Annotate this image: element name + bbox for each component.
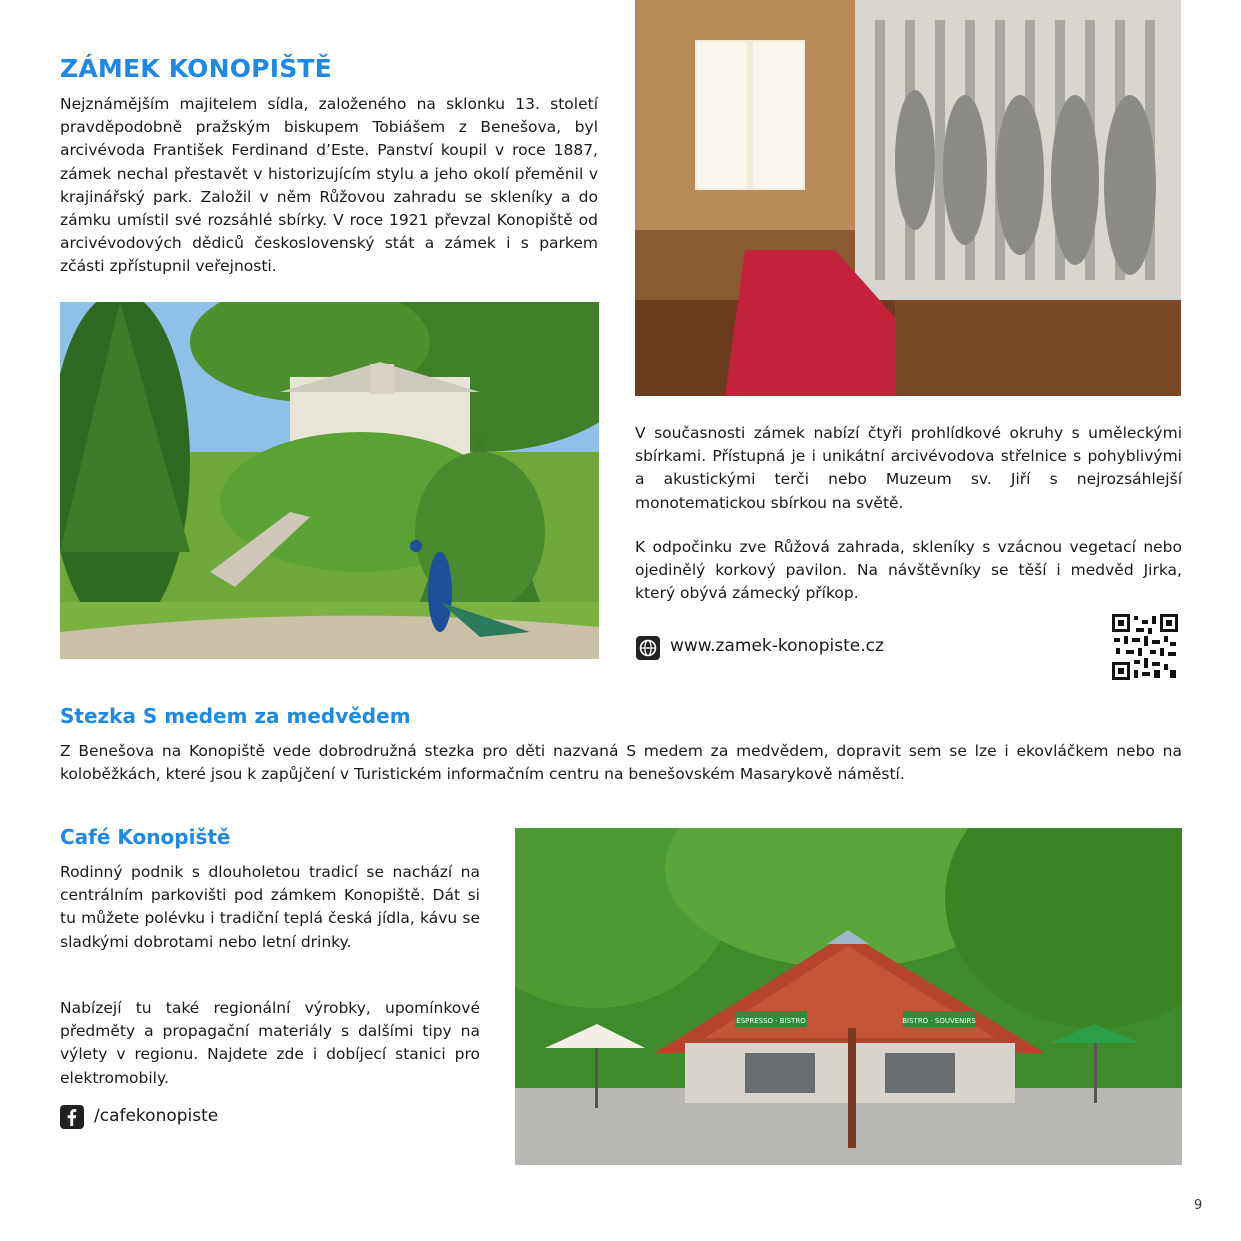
cafe-text-1: Rodinný podnik s dlouholetou tradicí se nachází na centrálním parkovišti pod zámkem Konopiště. Dát si tu můžete polévku i tradiční teplá česká jídla, kávu se sladkými dobrotami nebo letní drinky.: [60, 863, 480, 951]
facebook-icon: [60, 1105, 84, 1129]
castle-website-link[interactable]: www.zamek-konopiste.cz: [670, 636, 884, 656]
castle-intro-text: Nejznámějším majitelem sídla, založeného na sklonku 13. století pravděpodobně pražským biskupem Tobiášem z Benešova, byl arcivévoda František Ferdinand d’Este. Panství koupil v roce 1887, zámek nechal přestavět v historizujícím stylu a jeho okolí přeměnil v krajinářský park. Založil v něm Růžovou zahradu se skleníky a do zámku umístil své rozsáhlé sbírky. V roce 1921 převzal Konopiště od arcivévodových dědiců československý stát a zámek i s parkem zčásti zpřístupnil veřejnosti.: [60, 95, 598, 276]
armory-hall-photo: [635, 0, 1181, 396]
cafe-sign-left: ESPRESSO · BISTRO: [736, 1017, 806, 1025]
qr-code[interactable]: [1112, 614, 1178, 680]
castle-garden-text: K odpočinku zve Růžová zahrada, skleníky s vzácnou vegetací nebo ojedinělý korkový pavilon. Na návštěvníky se těší i medvěd Jirka, který obývá zámecký příkop.: [635, 538, 1182, 603]
trail-text: Z Benešova na Konopiště vede dobrodružná stezka pro děti nazvaná S medem za medvědem, dopravit sem se lze i ekovláčkem nebo na koloběžkách, které jsou k zapůjčení v Turistickém informačním centru na benešovském Masarykově náměstí.: [60, 742, 1182, 784]
cafe-title: Café Konopiště: [60, 825, 231, 849]
castle-title: ZÁMEK KONOPIŠTĚ: [60, 54, 332, 83]
cafe-building-photo: [515, 828, 1182, 1165]
cafe-facebook-link[interactable]: /cafekonopiste: [94, 1106, 219, 1126]
trail-title: Stezka S medem za medvědem: [60, 704, 411, 728]
cafe-text-2: Nabízejí tu také regionální výrobky, upomínkové předměty a propagační materiály s dalšími tipy na výlety v regionu. Najdete zde i dobíjecí stanici pro elektromobily.: [60, 999, 480, 1087]
page-number: 9: [1194, 1198, 1203, 1213]
globe-icon: [636, 636, 660, 660]
cafe-sign-right: BISTRO · SOUVENIRS: [902, 1017, 976, 1025]
castle-tours-text: V současnosti zámek nabízí čtyři prohlídkové okruhy s uměleckými sbírkami. Přístupná je i unikátní arcivévodova střelnice s pohyblivými a akustickými terči nebo Muzeum sv. Jiří s nejrozsáhlejší monotematickou sbírkou na světě.: [635, 424, 1182, 512]
garden-peacock-photo: [60, 302, 599, 659]
